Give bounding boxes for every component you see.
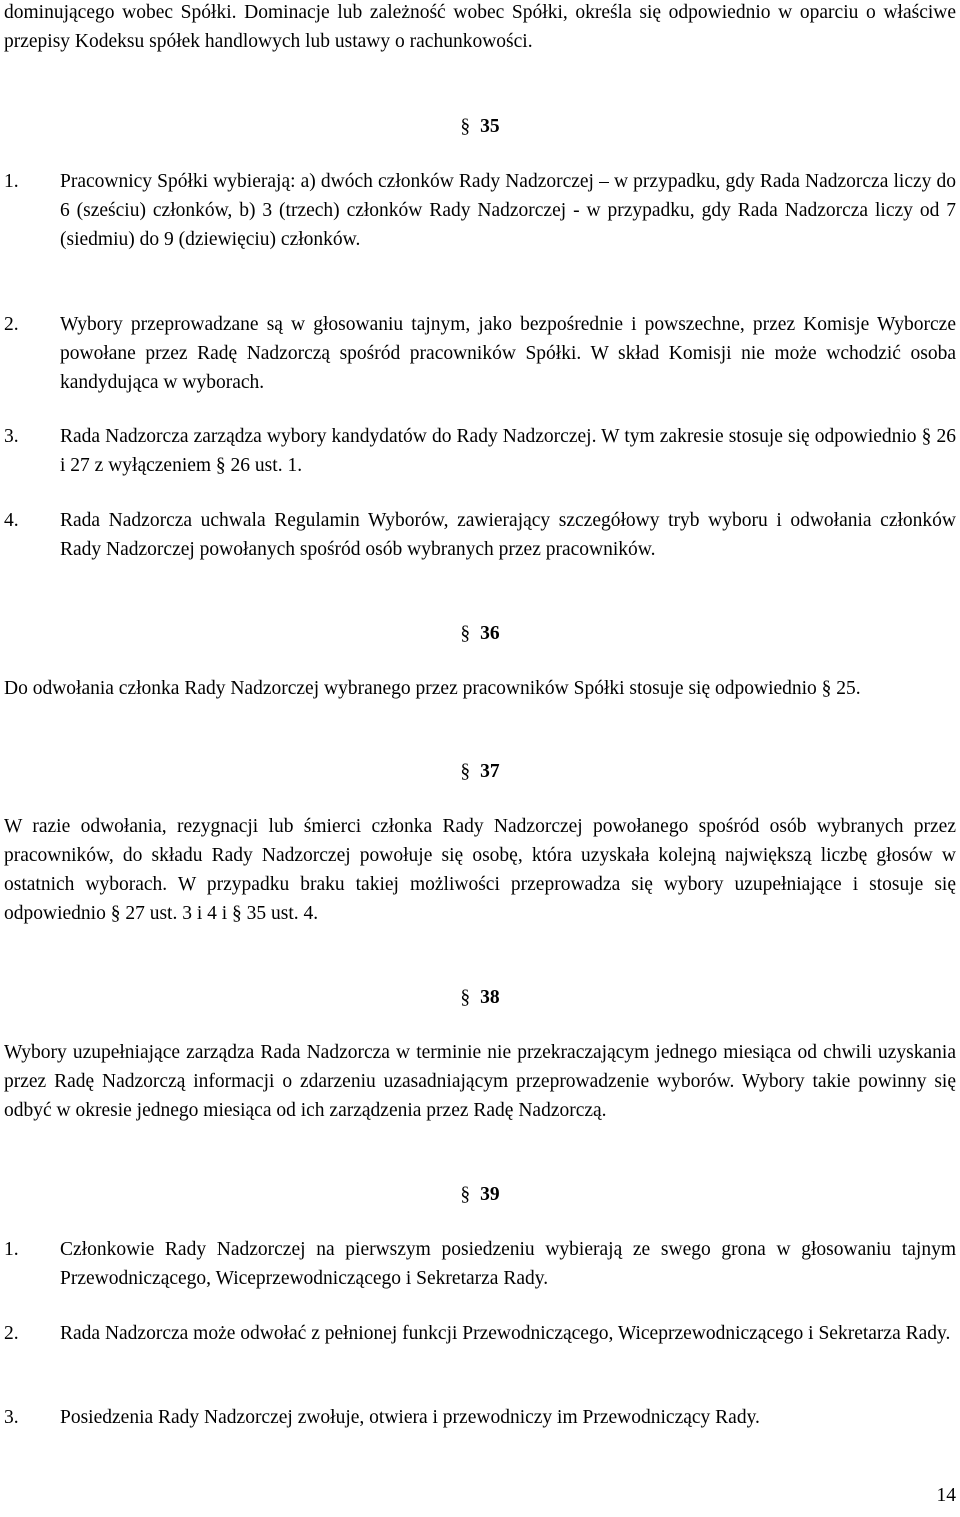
item-number: 3. [4, 1407, 19, 1428]
list-item-39-1 [4, 1235, 956, 1293]
section-symbol: § [460, 987, 471, 1008]
item-number: 3. [4, 426, 19, 447]
list-item-39-3 [4, 1403, 956, 1432]
item-text: Wybory przeprowadzane są w głosowaniu tajnym, jako bezpośrednie i powszechne, przez Komisje Wyborcze powołane przez Radę Nadzorczą spośród pracowników Spółki. W skład Komisji nie może wchodzić osoba kandydująca w wyborach. [60, 314, 956, 393]
item-number: 2. [4, 1323, 19, 1344]
list-item-35-2 [4, 310, 956, 397]
item-number: 1. [4, 1239, 19, 1260]
section-number: 35 [480, 116, 500, 137]
section-heading-35 [0, 112, 960, 141]
section-symbol: § [460, 116, 471, 137]
section-number: 39 [480, 1184, 500, 1205]
section-symbol: § [460, 623, 471, 644]
item-number: 1. [4, 171, 19, 192]
page-number: 14 [936, 1485, 956, 1506]
section-symbol: § [460, 761, 471, 782]
item-text: Członkowie Rady Nadzorczej na pierwszym posiedzeniu wybierają ze swego grona w głosowaniu tajnym Przewodniczącego, Wiceprzewodniczącego i Sekretarza Rady. [60, 1239, 956, 1289]
section-number: 38 [480, 987, 500, 1008]
item-text: Rada Nadzorcza może odwołać z pełnionej funkcji Przewodniczącego, Wiceprzewodniczącego i Sekretarza Rady. [60, 1323, 951, 1344]
item-text: Pracownicy Spółki wybierają: a) dwóch członków Rady Nadzorczej – w przypadku, gdy Rada Nadzorcza liczy do 6 (sześciu) członków, b) 3 (trzech) członków Rady Nadzorczej - w przypadku, gdy Rada Nadzorcza liczy od 7 (siedmiu) do 9 (dziewięciu) członków. [60, 171, 956, 250]
section-36-paragraph: Do odwołania członka Rady Nadzorczej wybranego przez pracowników Spółki stosuje się odpowiednio § 25. [4, 678, 861, 699]
section-number: 36 [480, 623, 500, 644]
list-item-35-1 [4, 167, 956, 254]
section-heading-39 [0, 1180, 960, 1209]
section-heading-38 [0, 983, 960, 1012]
list-item-35-4 [4, 506, 956, 564]
list-item-39-2 [4, 1319, 956, 1348]
item-text: Posiedzenia Rady Nadzorczej zwołuje, otwiera i przewodniczy im Przewodniczący Rady. [60, 1407, 760, 1428]
section-number: 37 [480, 761, 500, 782]
item-text: Rada Nadzorcza uchwala Regulamin Wyborów, zawierający szczegółowy tryb wyboru i odwołania członków Rady Nadzorczej powołanych spośród osób wybranych przez pracowników. [60, 510, 956, 560]
section-38-paragraph: Wybory uzupełniające zarządza Rada Nadzorcza w terminie nie przekraczającym jednego miesiąca od chwili uzyskania przez Radę Nadzorczą informacji o zdarzeniu uzasadniającym przeprowadzenie wyborów. Wybory takie powinny się odbyć w okresie jednego miesiąca od ich zarządzenia przez Radę Nadzorczą. [4, 1042, 956, 1121]
section-heading-36 [0, 619, 960, 648]
item-number: 2. [4, 314, 19, 335]
item-number: 4. [4, 510, 19, 531]
item-text: Rada Nadzorcza zarządza wybory kandydatów do Rady Nadzorczej. W tym zakresie stosuje się odpowiednio § 26 i 27 z wyłączeniem § 26 ust. 1. [60, 426, 956, 476]
section-37-paragraph: W razie odwołania, rezygnacji lub śmierci członka Rady Nadzorczej powołanego spośród osób wybranych przez pracowników, do składu Rady Nadzorczej powołuje się osobę, która uzyskała kolejną największą liczbę głosów w ostatnich wyborach. W przypadku braku takiej możliwości przeprowadza się wybory uzupełniające i stosuje się odpowiednio § 27 ust. 3 i 4 i § 35 ust. 4. [4, 816, 956, 924]
section-heading-37 [0, 757, 960, 786]
list-item-35-3 [4, 422, 956, 480]
intro-paragraph: dominującego wobec Spółki. Dominacje lub zależność wobec Spółki, określa się odpowiednio w oparciu o właściwe przepisy Kodeksu spółek handlowych lub ustawy o rachunkowości. [4, 2, 956, 52]
section-symbol: § [460, 1184, 471, 1205]
